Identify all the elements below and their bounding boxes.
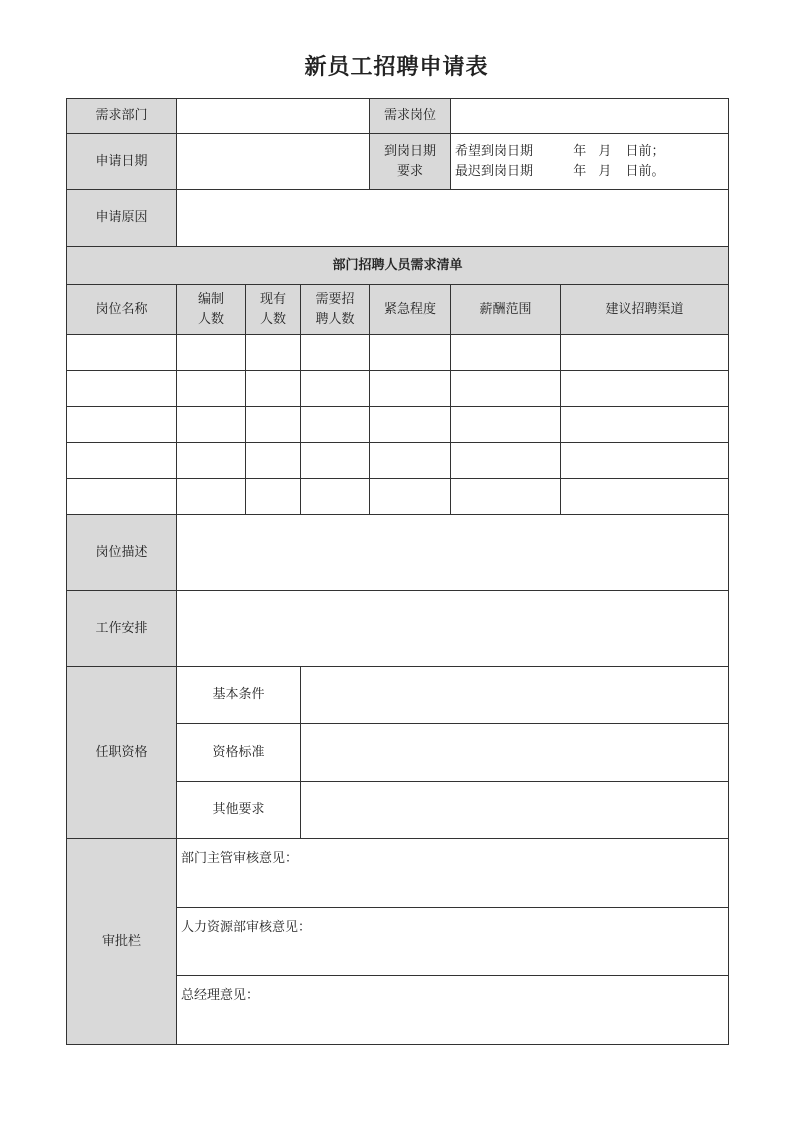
cell[interactable] — [67, 335, 177, 371]
row-list-headers — [67, 285, 729, 335]
cell[interactable] — [246, 479, 301, 515]
basic-label: 基本条件 — [177, 667, 301, 724]
cell[interactable] — [177, 407, 246, 443]
row-dept — [67, 99, 729, 134]
table-row — [67, 407, 729, 443]
cell[interactable] — [177, 443, 246, 479]
reason-field[interactable] — [177, 190, 729, 247]
row-work-arrange — [67, 591, 729, 667]
col-salary-header: 薪酬范围 — [451, 285, 561, 335]
work-arrange-field[interactable] — [177, 591, 729, 667]
cell[interactable] — [246, 443, 301, 479]
basic-field[interactable] — [301, 667, 729, 724]
standard-field[interactable] — [301, 724, 729, 782]
arrival-requirement[interactable] — [451, 134, 729, 190]
col-current-header — [246, 285, 301, 335]
col-quota-header — [177, 285, 246, 335]
reason-label: 申请原因 — [67, 190, 177, 247]
cell[interactable] — [370, 443, 451, 479]
col-need-line2: 聘人数 — [315, 311, 355, 327]
cell[interactable] — [301, 443, 370, 479]
col-need-header — [301, 285, 370, 335]
cell[interactable] — [67, 371, 177, 407]
col-current-line1: 现有 — [259, 291, 286, 307]
cell[interactable] — [301, 479, 370, 515]
cell[interactable] — [246, 407, 301, 443]
cell[interactable] — [451, 443, 561, 479]
cell[interactable] — [561, 335, 729, 371]
cell[interactable] — [177, 371, 246, 407]
apply-date-input[interactable] — [177, 154, 369, 169]
cell[interactable] — [561, 407, 729, 443]
position-field[interactable] — [451, 99, 729, 134]
row-approval-dept — [67, 839, 729, 908]
hope-date-line — [455, 142, 724, 162]
cell[interactable] — [370, 407, 451, 443]
col-position-header: 岗位名称 — [67, 285, 177, 335]
row-qual-basic — [67, 667, 729, 724]
year-1: 年 — [573, 143, 587, 159]
cell[interactable] — [67, 407, 177, 443]
month-2: 月 — [598, 163, 612, 179]
cell[interactable] — [451, 335, 561, 371]
month-1: 月 — [598, 143, 612, 159]
hope-date-label: 希望到岗日期 — [455, 143, 534, 159]
hr-opinion[interactable]: 人力资源部审核意见： — [177, 908, 729, 976]
qual-label: 任职资格 — [67, 667, 177, 839]
col-need-line1: 需要招 — [315, 291, 355, 307]
table-row — [67, 335, 729, 371]
apply-date-field[interactable] — [177, 134, 370, 190]
latest-date-label: 最迟到岗日期 — [455, 163, 534, 179]
other-label: 其他要求 — [177, 782, 301, 839]
cell[interactable] — [246, 371, 301, 407]
position-label: 需求岗位 — [370, 99, 451, 134]
standard-label: 资格标准 — [177, 724, 301, 782]
job-desc-field[interactable] — [177, 515, 729, 591]
cell[interactable] — [561, 371, 729, 407]
row-job-desc — [67, 515, 729, 591]
day-before-1: 日前； — [625, 143, 665, 159]
cell[interactable] — [370, 479, 451, 515]
cell[interactable] — [451, 479, 561, 515]
dept-field[interactable] — [177, 99, 370, 134]
cell[interactable] — [451, 407, 561, 443]
cell[interactable] — [246, 335, 301, 371]
col-quota-line2: 人数 — [197, 311, 224, 327]
job-desc-label: 岗位描述 — [67, 515, 177, 591]
dept-label: 需求部门 — [67, 99, 177, 134]
position-input[interactable] — [451, 108, 728, 123]
arrival-label — [370, 134, 451, 190]
arrival-label-line1: 到岗日期 — [384, 143, 437, 159]
col-quota-line1: 编制 — [197, 291, 224, 307]
row-reason — [67, 190, 729, 247]
approval-label: 审批栏 — [67, 839, 177, 1045]
col-current-line2: 人数 — [259, 311, 286, 327]
table-row — [67, 479, 729, 515]
cell[interactable] — [67, 479, 177, 515]
gm-opinion[interactable]: 总经理意见： — [177, 976, 729, 1045]
cell[interactable] — [177, 479, 246, 515]
col-channel-header: 建议招聘渠道 — [561, 285, 729, 335]
work-arrange-label: 工作安排 — [67, 591, 177, 667]
table-row — [67, 443, 729, 479]
cell[interactable] — [561, 479, 729, 515]
cell[interactable] — [301, 335, 370, 371]
row-date — [67, 134, 729, 190]
day-before-2: 日前。 — [625, 163, 665, 179]
arrival-label-line2: 要求 — [397, 163, 424, 179]
cell[interactable] — [177, 335, 246, 371]
recruitment-form — [66, 98, 729, 1045]
cell[interactable] — [370, 335, 451, 371]
cell[interactable] — [451, 371, 561, 407]
cell[interactable] — [301, 407, 370, 443]
other-field[interactable] — [301, 782, 729, 839]
latest-date-line — [455, 162, 724, 182]
cell[interactable] — [561, 443, 729, 479]
dept-head-opinion[interactable]: 部门主管审核意见： — [177, 839, 729, 908]
apply-date-label: 申请日期 — [67, 134, 177, 190]
row-section-title — [67, 247, 729, 285]
table-row — [67, 371, 729, 407]
reason-input[interactable] — [177, 210, 728, 225]
col-urgency-header: 紧急程度 — [370, 285, 451, 335]
dept-input[interactable] — [177, 108, 369, 123]
cell[interactable] — [301, 371, 370, 407]
page-title: 新员工招聘申请表 — [304, 54, 489, 80]
list-section-title: 部门招聘人员需求清单 — [67, 247, 729, 285]
cell[interactable] — [370, 371, 451, 407]
cell[interactable] — [67, 443, 177, 479]
year-2: 年 — [573, 163, 587, 179]
